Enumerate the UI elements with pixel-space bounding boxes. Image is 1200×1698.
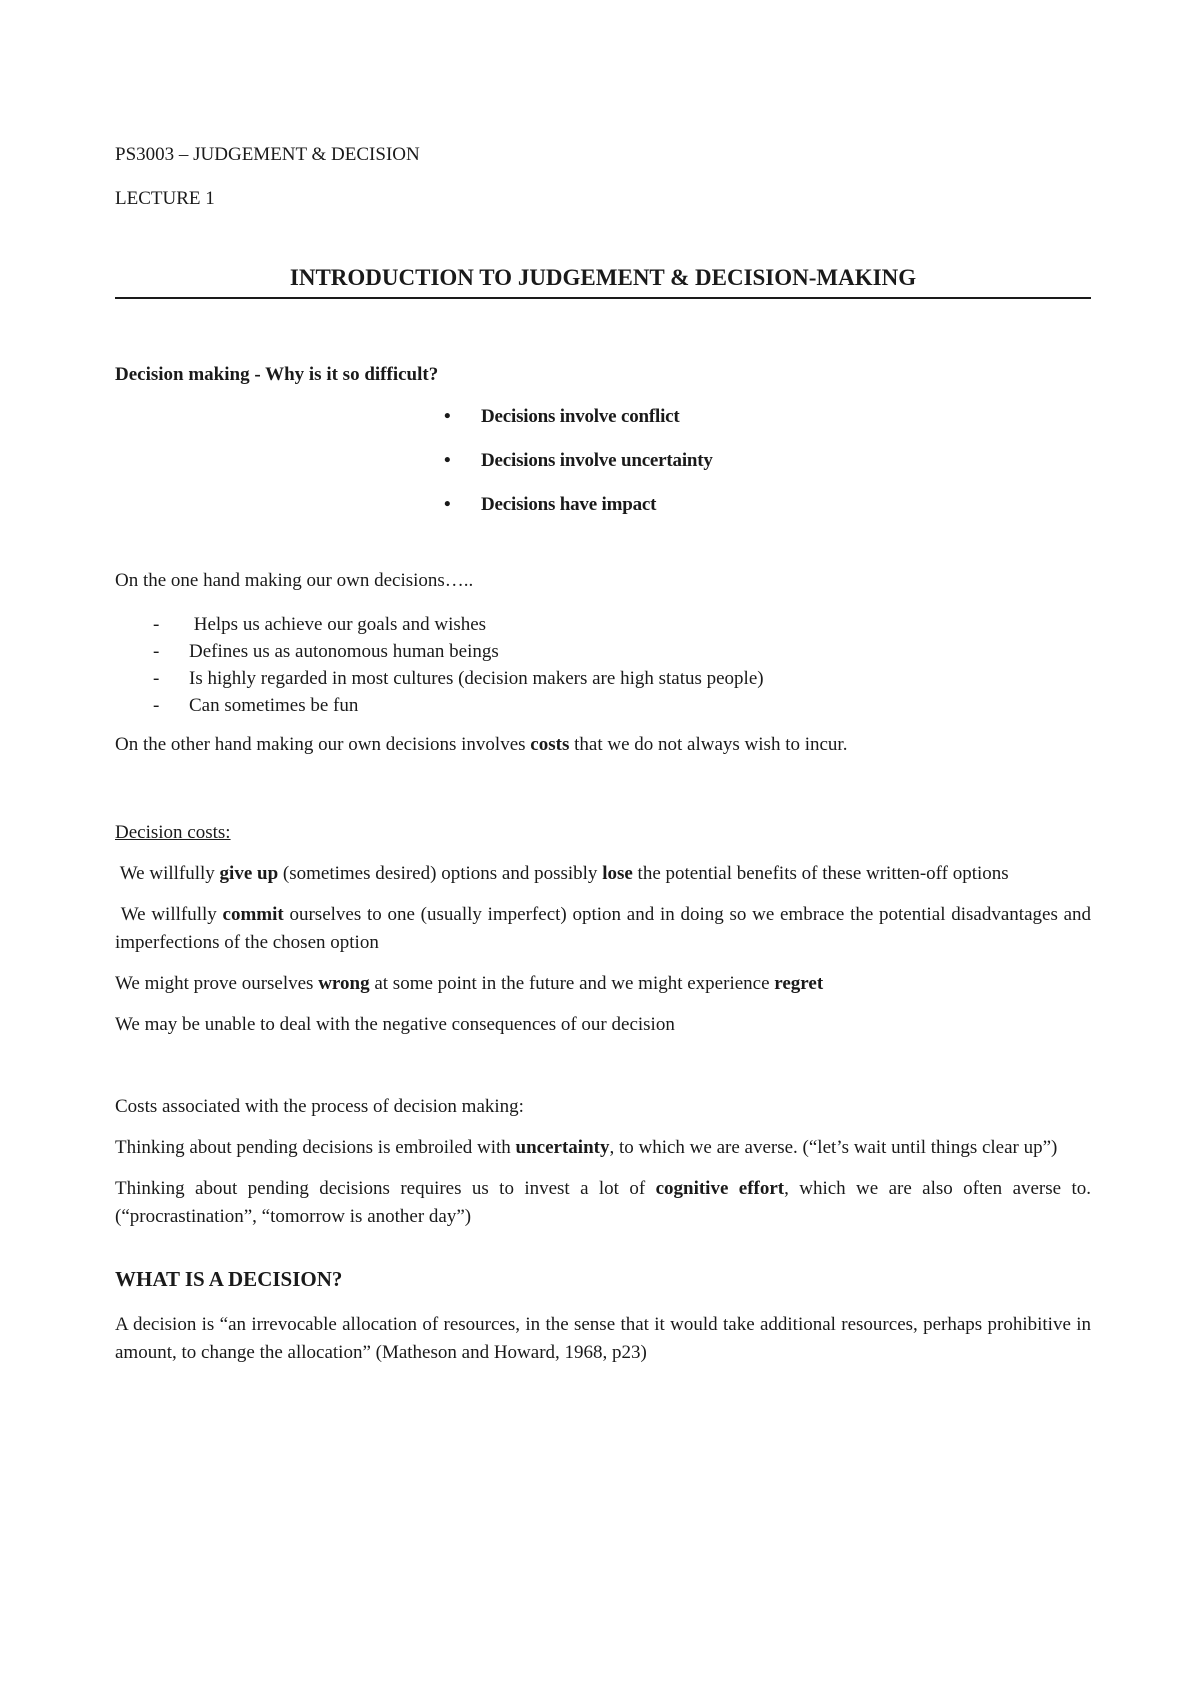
bullet-item: • Decisions involve conflict [444, 403, 1091, 431]
document-body [115, 141, 1096, 1367]
text-run: (sometimes desired) options and possibly [278, 863, 603, 884]
text-run: , to which we are averse. (“let’s wait until things clear up”) [609, 1137, 1058, 1158]
text-run: We willfully [115, 863, 220, 884]
text-run: Thinking about pending decisions requires us to invest a lot of [115, 1178, 656, 1199]
decision-cost-paragraph [115, 860, 1091, 888]
one-hand-list [115, 611, 1091, 719]
what-is-decision-heading: WHAT IS A DECISION? [115, 1267, 343, 1291]
why-difficult-heading: Decision making - Why is it so difficult? [115, 364, 439, 385]
text-run: On the other hand making our own decisions involves [115, 734, 531, 755]
list-item: - Helps us achieve our goals and wishes [153, 611, 1091, 638]
text-run: that we do not always wish to incur. [569, 734, 848, 755]
page-title: INTRODUCTION TO JUDGEMENT & DECISION-MAKING [115, 263, 1091, 299]
text-run: We willfully [115, 904, 223, 925]
bold-term: uncertainty [515, 1137, 610, 1158]
text-run: the potential benefits of these written-off options [632, 863, 1009, 884]
bold-term: commit [222, 904, 284, 925]
bold-term: lose [602, 863, 633, 884]
other-hand-paragraph [115, 731, 1091, 759]
process-cost-paragraph [115, 1175, 1091, 1231]
one-hand-intro: On the one hand making our own decisions….. [115, 570, 474, 591]
bold-term: regret [774, 973, 824, 994]
bullet-item: • Decisions involve uncertainty [444, 447, 1091, 475]
lecture-number: LECTURE 1 [115, 188, 215, 209]
process-costs-heading: Costs associated with the process of decision making: [115, 1096, 524, 1117]
bold-term: wrong [318, 973, 370, 994]
decision-cost-paragraph [115, 901, 1096, 957]
text-run: at some point in the future and we might experience [369, 973, 775, 994]
list-item: - Is highly regarded in most cultures (decision makers are high status people) [153, 665, 1091, 692]
decision-cost-paragraph [115, 970, 1091, 998]
difficulty-bullet-list [115, 403, 1091, 519]
course-code: PS3003 – JUDGEMENT & DECISION [115, 144, 420, 165]
decision-cost-paragraph: We may be unable to deal with the negative consequences of our decision [115, 1014, 675, 1035]
bold-term: costs [530, 734, 570, 755]
list-item: - Can sometimes be fun [153, 692, 1091, 719]
text-run: We might prove ourselves [115, 973, 319, 994]
text-run: ourselves to one (usually imperfect) option and in doing so we embrace the potential disadvantages and imperfections of the chosen option [115, 904, 1096, 953]
text-run: Thinking about pending decisions is embroiled with [115, 1137, 516, 1158]
bullet-item: • Decisions have impact [444, 491, 1091, 519]
decision-costs-heading: Decision costs: [115, 822, 231, 843]
bold-term: cognitive effort [655, 1178, 785, 1199]
bold-term: give up [219, 863, 279, 884]
process-cost-paragraph [115, 1134, 1091, 1162]
list-item: - Defines us as autonomous human beings [153, 638, 1091, 665]
decision-definition: A decision is “an irrevocable allocation of resources, in the sense that it would take additional resources, perhaps prohibitive in amount, to change the allocation” (Matheson and Howard, 1968, p23) [115, 1314, 1091, 1364]
text-run: , which we are also often averse to. (“procrastination”, “tomorrow is another day”) [115, 1178, 1091, 1227]
